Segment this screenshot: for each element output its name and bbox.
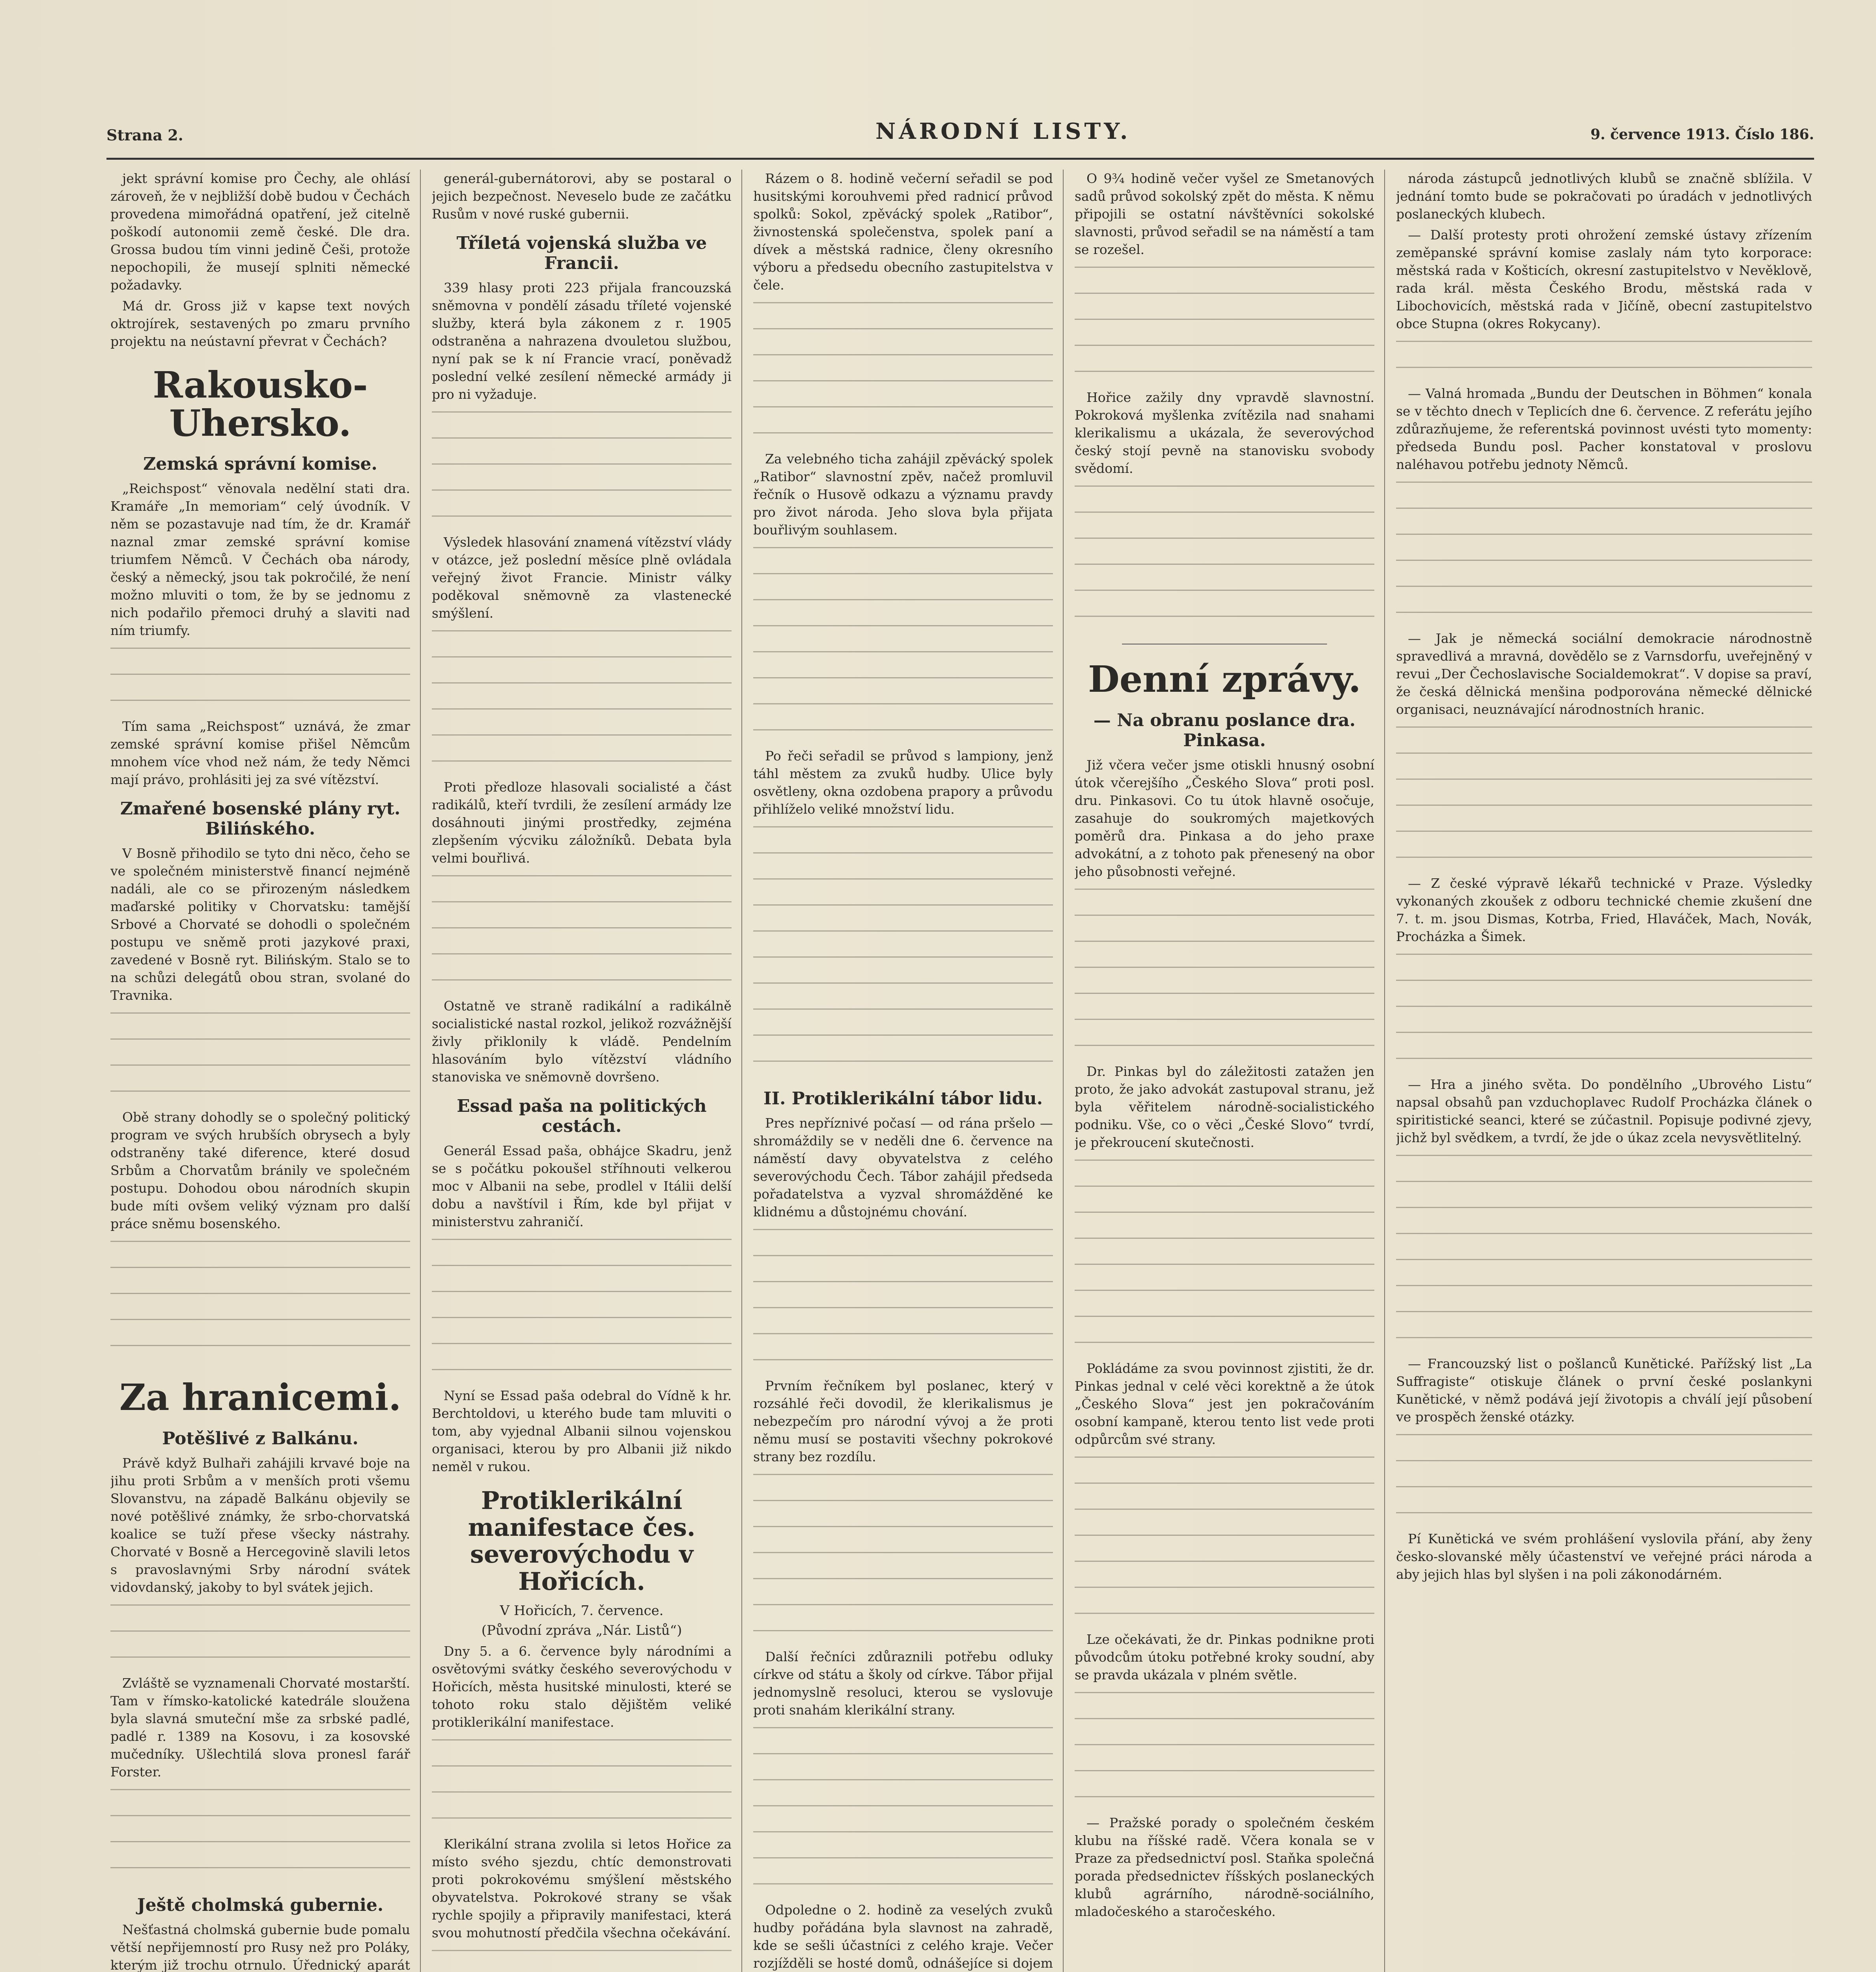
article-paragraph: Pokládáme za svou povinnost zjistiti, že dr. Pinkas jednal v celé věci korektně a že útok „Českého Slova“ jest jen pokračováním osobní kampaně, kterou tento list vede proti odpůrcům své strany. bbox=[1075, 1360, 1374, 1447]
column-4 bbox=[1075, 170, 1374, 1972]
article-paragraph: O 9¾ hodině večer vyšel ze Smetanových sadů průvod sokolský zpět do města. K němu připojili se ostatní návštěvníci sokolské slavnosti, průvod seřadil se na náměstí a tam se rozešel. bbox=[1075, 171, 1374, 257]
article-paragraph: „Reichspost“ věnovala nedělní stati dra. Kramáře „In memoriam“ celý úvodník. V něm se pozastavuje nad tím, že dr. Kramář naznal zmar zemské správní komise triumfem Němců. V Čechách oba národy, český a německý, jsou tak pokročilé, že není možno mluviti o tom, že by se jednomu z nich podařilo přemoci druhý a slaviti nad ním triumfy. bbox=[110, 481, 410, 639]
news-item: — Z české výpravě lékařů technické v Praze. Výsledky vykonaných zkoušek z odboru technické chemie zkušení dne 7. t. m. jsou Dismas, Kotrba, Fried, Hlaváček, Mach, Novák, Procházka a Šimek. bbox=[1396, 876, 1812, 944]
article-heading: Potěšlivé z Balkánu. bbox=[162, 1428, 358, 1449]
news-item: — Jak je německá sociální demokracie národnostně spravedlivá a mravná, dovědělo se z Varnsdorfu, uveřejněný v revui „Der Čechoslavische Socialdemokrat“. V dopise sa praví, že česká dělnická menšina podporována německé dělnické organisaci, neuznávající národnostních hranic. bbox=[1396, 631, 1812, 717]
article-paragraph: Dny 5. a 6. července byly národními a osvětovými svátky českého severovýchodu v Hořicích, města husitské minulosti, které se tohoto roku stalo dějištěm veliké protiklerikální manifestace. bbox=[432, 1643, 732, 1730]
article-paragraph: Proti předloze hlasovali socialisté a část radikálů, kteří tvrdili, že zesílení armády lze dosáhnouti jinými prostředky, zejména zlepšením výcviku záložníků. Debata byla velmi bouřlivá. bbox=[432, 779, 732, 866]
news-item: — Hra a jiného světa. Do pondělního „Ubrového Listu“ napsal obsahů pan vzduchoplavec Rudolf Procházka článek o spiritistické seanci, které se zúčastnil. Popisuje podivné zjevy, jichž byl svědkem, a tvrdí, že jde o úkaz zcela nevysvětlitelný. bbox=[1396, 1077, 1812, 1145]
column-rule bbox=[420, 170, 421, 1972]
article-paragraph: Odpoledne o 2. hodině za veselých zvuků hudby pořádána byla slavnost na zahradě, kde se sešli účastníci z celého kraje. Večer rozjížděli se hosté domů, odnášejíce si dojem bbox=[753, 1902, 1053, 1971]
column-5 bbox=[1396, 170, 1812, 1972]
header-rule bbox=[106, 158, 1814, 160]
page-number: Strana 2. bbox=[106, 126, 183, 144]
article-paragraph: 339 hlasy proti 223 přijala francouzská sněmovna v pondělí zásadu tříleté vojenské služby, která byla zákonem z r. 1905 odstraněna a nahrazena dvouletou službou, nyní pak se k ní Francie vrací, poněvadž poslední velké zesílení německé armády ji pro ni vyžaduje. bbox=[432, 280, 732, 402]
column-3 bbox=[753, 170, 1053, 1972]
news-item: — Francouzský list o pošlanců Kunětické. Pařížský list „La Suffragiste“ otiskuje článek o první české poslankyni Kunětické, v němž podává její životopis a chválí její působení ve prospěch ženské otázky. bbox=[1396, 1356, 1812, 1425]
article-paragraph: Již včera večer jsme otiskli hnusný osobní útok včerejšího „Českého Slova“ proti posl. dru. Pinkasovi. Co tu útok hlavně osočuje, zasahuje do soukromých majetkových poměrů dra. Pinkasa a do jeho praxe advokátní, a z tohoto pak přenesený na obor jeho působnosti veřejné. bbox=[1075, 757, 1374, 879]
date-issue-number: 9. července 1913. Číslo 186. bbox=[1590, 126, 1814, 143]
running-header bbox=[106, 118, 1814, 154]
article-paragraph: Ostatně ve straně radikální a radikálně socialistické nastal rozkol, jelikož rozvážnější živly přiklonily k vládě. Pendelním hlasováním bylo vítězství vládního stanoviska ve sněmovně dovršeno. bbox=[432, 998, 732, 1085]
article-paragraph: Nyní se Essad paša odebral do Vídně k hr. Berchtoldovi, u kterého bude tam mluviti o tom, aby vyjednal Albanii silnou vojenskou organisaci, kterou by pro Albanii již nikdo neměl v rukou. bbox=[432, 1388, 732, 1474]
article-paragraph: Dr. Pinkas byl do záležitosti zatažen jen proto, že jako advokát zastupoval stranu, jež byla věřitelem národně-socialistického podniku. Vše, co o věci „České Slovo“ tvrdí, je překroucení skutečnosti. bbox=[1075, 1063, 1374, 1150]
section-heading: Za hranicemi. bbox=[119, 1376, 401, 1419]
article-paragraph: Hořice zažily dny vpravdě slavnostní. Pokroková myšlenka zvítězila nad snahami klerikalismu a ukázala, že severovýchod český stojí pevně na stanovisku svobody svědomí. bbox=[1075, 390, 1374, 476]
column-2 bbox=[432, 170, 732, 1972]
article-heading: Tříletá vojenská služba ve Francii. bbox=[456, 233, 707, 273]
column-1 bbox=[110, 170, 410, 1972]
article-paragraph: Má dr. Gross již v kapse text nových oktrojírek, sestavených po zmaru prvního projektu na neústavní převrat v Čechách? bbox=[110, 298, 410, 349]
column-rule bbox=[1063, 170, 1064, 1972]
article-paragraph: Za velebného ticha zahájil zpěvácký spolek „Ratibor“ slavnostní zpěv, načež promluvil řečník o Husově odkazu a významu pravdy pro život národa. Jeho slova byla přijata bouřlivým souhlasem. bbox=[753, 451, 1053, 538]
article-paragraph: Po řeči seřadil se průvod s lampiony, jenž táhl městem za zvuků hudby. Ulice byly osvětleny, okna ozdobena prapory a průvodu přihlíželo veliké množství lidu. bbox=[753, 748, 1053, 817]
article-heading: Ještě cholmská gubernie. bbox=[137, 1895, 384, 1915]
section-heading: Rakousko-Uhersko. bbox=[153, 364, 368, 444]
article-paragraph: Obě strany dohodly se o společný politický program ve svých hrubších obrysech a byly odstraněny také diference, které dosud Srbům a Chorvatům bránily ve společném postupu. Dohodou obou národních skupin bude míti ovšem veliký význam pro další práce sněmu bosenského. bbox=[110, 1109, 410, 1232]
news-item: Pí Kunětická ve svém prohlášení vyslovila přání, aby ženy česko-slovanské měly účastenství ve veřejné práci národa a aby jejich hlas byl slyšen i na poli zákonodárném. bbox=[1396, 1531, 1812, 1582]
article-paragraph: — Pražské porady o společném českém klubu na říšské radě. Včera konala se v Praze za předsednictví posl. Staňka společná porada předsednictev říšských poslaneckých klubů agrárního, národně-sociálního, mladočeského a staročeského. bbox=[1075, 1815, 1374, 1919]
article-heading-large: Protiklerikální manifestace čes. severovýchodu v Hořicích. bbox=[468, 1486, 696, 1596]
column-rule bbox=[1384, 170, 1385, 1972]
article-paragraph: jekt správní komise pro Čechy, ale ohlásí zároveň, že v nejbližší době budou v Čechách provedena mimořádná opatření, jež citelně poškodí autonomii země české. Dle dra. Grossa budou tím vinni jedině Češi, protože nepochopili, že musejí splniti německé požadavky. bbox=[110, 171, 410, 293]
article-paragraph: Prvním řečníkem byl poslanec, který v rozsáhlé řeči dovodil, že klerikalismus je nebezpečím pro národní vývoj a že proti němu musí se postaviti všechny pokrokové strany bez rozdílu. bbox=[753, 1378, 1053, 1464]
article-heading: Zmařené bosenské plány ryt. Bilińského. bbox=[120, 799, 401, 839]
article-paragraph: Výsledek hlasování znamená vítězství vlády v otázce, jež poslední měsíce plně ovládala veřejný život Francie. Ministr války poděkoval sněmovně za vlastenecké smýšlení. bbox=[432, 534, 732, 621]
article-heading: Essad paša na politických cestách. bbox=[457, 1096, 707, 1136]
article-paragraph: Zvláště se vyznamenali Chorvaté mostarští. Tam v římsko-katolické katedrále sloužena byla slavná smuteční mše za srbské padlé, padlé r. 1389 na Kosovu, i za kosovské mučedníky. Ušlechtilá slova pronesl farář Forster. bbox=[110, 1675, 410, 1780]
section-heading: Denní zprávy. bbox=[1088, 658, 1361, 700]
article-heading: Zemská správní komise. bbox=[143, 454, 377, 474]
article-paragraph: Generál Essad paša, obhájce Skadru, jenž se s počátku pokoušel stříhnouti velkerou moc v Albanii na sebe, prodlel v Itálii delší dobu a navštívil i Řím, kde byl přijat v ministerstvu zahraničí. bbox=[432, 1143, 732, 1229]
article-paragraph: Klerikální strana zvolila si letos Hořice za místo svého sjezdu, chtíc demonstrovati proti pokrokovému smýšlení městského obyvatelstva. Pokrokové strany se však rychle spojily a připravily manifestaci, která svou mohutností předčila všechna očekávání. bbox=[432, 1836, 732, 1940]
article-heading: II. Protiklerikální tábor lidu. bbox=[763, 1089, 1043, 1109]
article-paragraph: Tím sama „Reichspost“ uznává, že zmar zemské správní komise přišel Němcům mnohem více vhod než nám, že tedy Němci mají právo, prohlásiti jej za své vítězství. bbox=[110, 719, 410, 788]
article-paragraph: Rázem o 8. hodině večerní seřadil se pod husitskými korouhvemi před radnicí průvod spolků: Sokol, zpěvácký spolek „Ratibor“, živnostenská společenstva, spolek paní a dívek a městská radnice, členy okresního výboru a předsedu obecního zastupitelstva v čele. bbox=[753, 171, 1053, 293]
news-item: — Další protesty proti ohrožení zemské ústavy zřízením zeměpanské správní komise zaslaly nám tyto korporace: městská rada v Košticích, okresní zastupitelstvo v Nevěklově, rada král. města Českého Brodu, městská rada v Libochovicích, městská rada v Jičíně, obecní zastupitelstvo obce Stupna (okres Rokycany). bbox=[1396, 227, 1812, 331]
article-paragraph: Právě když Bulhaři zahájili krvavé boje na jihu proti Srbům a v menších proti všemu Slovanstvu, na západě Balkánu objevily se nové potěšlivé známky, že srbo-chorvatská koalice se tuží přese všecky nástrahy. Chorvaté v Bosně a Hercegovině slavili letos s pravoslavnými Srby národní svátek vidovdanský, jakoby to byl svátek jejich. bbox=[110, 1455, 410, 1595]
dateline: V Hořicích, 7. července. bbox=[500, 1602, 664, 1619]
article-paragraph: generál-gubernátorovi, aby se postaral o jejich bezpečnost. Neveselo bude ze začátku Rusům v nové ruské gubernii. bbox=[432, 171, 732, 222]
article-heading: — Na obranu poslance dra. Pinkasa. bbox=[1093, 710, 1356, 751]
article-paragraph: Nešťastná cholmská gubernie bude pomalu větší nepřijemností pro Rusy než pro Poláky, kterým již trochu otrnulo. Úřednický aparát bbox=[110, 1922, 410, 1972]
article-paragraph: národa zástupců jednotlivých klubů se značně sblížila. V jednání tomto bude se pokračovati po úradách v jednotlivých poslaneckých klubech. bbox=[1396, 171, 1812, 222]
article-paragraph: Další řečníci zdůraznili potřebu odluky církve od státu a školy od církve. Tábor přijal jednomyslně resoluci, kterou se vyslovuje proti snahám klerikální strany. bbox=[753, 1649, 1053, 1718]
masthead: NÁRODNÍ LISTY. bbox=[875, 118, 1131, 144]
article-paragraph: V Bosně přihodilo se tyto dni něco, čeho se ve společném ministerstvě financí nejméně nadáli, ale co se přirozeným následkem maďarské politiky v Chorvatsku: tamější Srbové a Chorvaté se dohodli o společném postupu ve sněmě proti jazykové praxi, zavedené v Bosně ryt. Bilińským. Stalo se to na schůzi delegátů obou stran, svolané do Travnika. bbox=[110, 846, 410, 1003]
source-note: (Původní zpráva „Nár. Listů“) bbox=[481, 1622, 682, 1638]
column-rule bbox=[741, 170, 742, 1972]
article-paragraph: Pres nepříznivé počasí — od rána pršelo — shromáždily se v neděli dne 6. července na náměstí davy obyvatelstva z celého severovýchodu Čech. Tábor zahájil předseda pořadatelstva a vyzval shromážděné ke klidnému a důstojnému chování. bbox=[753, 1115, 1053, 1219]
article-paragraph: Lze očekávati, že dr. Pinkas podnikne proti původcům útoku potřebné kroky soudní, aby se pravda ukázala v plném světle. bbox=[1075, 1631, 1374, 1683]
news-item: — Valná hromada „Bundu der Deutschen in Böhmen“ konala se v těchto dnech v Teplicích dne 6. července. Z referátu jejího zdůrazňujeme, že referentská povinnost uvésti tyto momenty: předseda Bundu posl. Pacher konstatoval v proslovu naléhavou potřebu jednoty Němců. bbox=[1396, 386, 1812, 472]
